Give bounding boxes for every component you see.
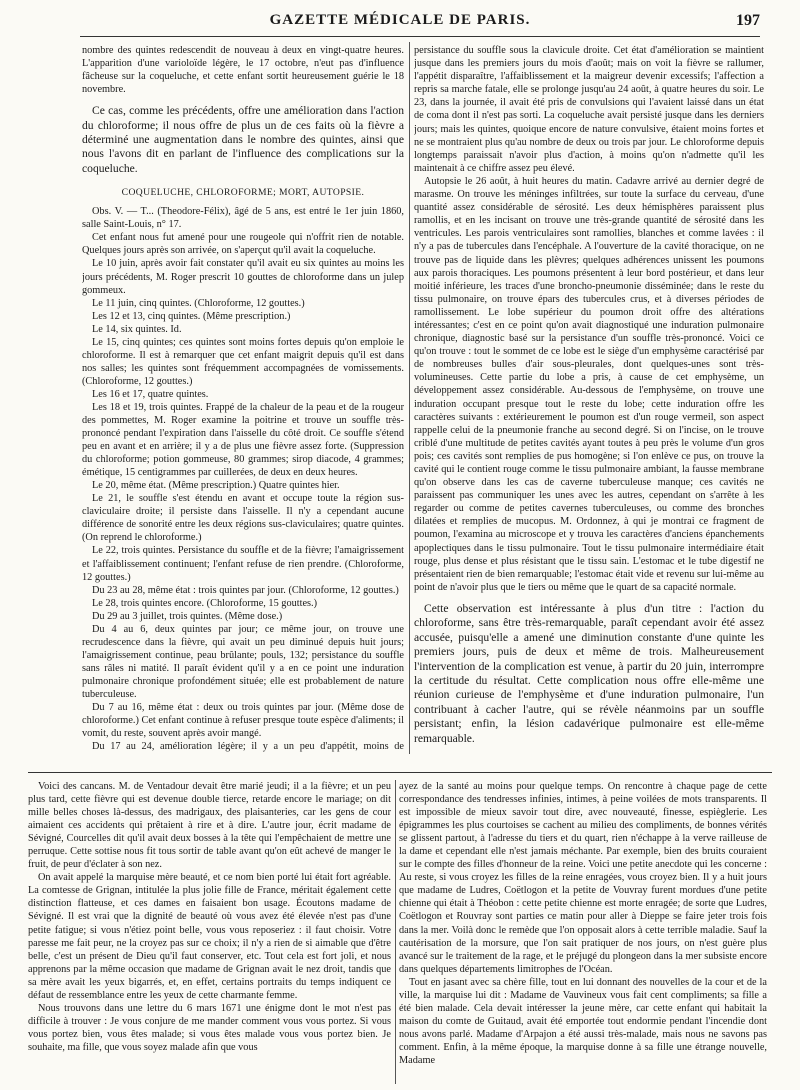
paragraph: Du 29 au 3 juillet, trois quintes. (Même dose.) [92, 610, 283, 622]
paragraph: Ce cas, comme les précédents, offre une amélioration dans l'action du chloroforme; il nous offre de plus un de ces faits où la fièvre a déterminé une augmentation dans le nombre des quintes, ainsi que nous l'avons dit en parlant de l'influence des complications sur la coqueluche. [82, 104, 404, 175]
page-number: 197 [736, 12, 760, 29]
paragraph: Le 20, même état. (Même prescription.) Quatre quintes hier. [92, 480, 340, 492]
paragraph: On avait appelé la marquise mère beauté, et ce nom bien porté lui était fort agréable. La comtesse de Grignan, intitulée la plus jolie fille de France, méritait également cette distinction flatteuse, et ces dames en faisaient bon usage. Écoutons madame de Sévigné. Il est vrai que la dignité de beauté où vous avez été élevée n'est pas d'une petite fatigue; si vous n'étiez point belle, vous vous reposeriez : il faut choisir. Votre paresse me fait peur, ne la croyez pas sur ce choix; il n'y a rien de si aimable que d'être belle, c'est un présent de Dieu qu'il faut conserver, etc. Tout cela est fort joli, et nous apprenons par la même occasion que madame de Grignan avait le nez droit, tandis que sa mère avait les yeux bigarrés, et, en effet, certains portraits du temps indiquent ce défaut de ressemblance entre les yeux de cette charmante femme. [28, 872, 391, 1001]
paragraph: Le 22, trois quintes. Persistance du souffle et de la fièvre; l'amaigrissement et l'affaiblissement continuent; l'enfant refuse de rien prendre. (Chloroforme, 12 gouttes.) [82, 545, 404, 583]
paragraph: Du 17 au 24, amélioration légère; il y a un peu d'appétit, moins de [92, 741, 404, 752]
paragraph: ayez de la santé au moins pour quelque temps. On rencontre à chaque page de cette correspondance des tendresses infinies, intimes, à peine voilées de mots transparents. Il est impossible de mieux savoir tout dire, avec nouveauté, finesse, espièglerie. Les épigrammes les plus courtoises se cachent au milieu des compliments, de bonnes vérités se glissent partout, à l'adresse du tiers et du quart, rien n'échappe à la verve railleuse de la dame et cependant elle n'est jamais méchante. Par exemple, bien des bruits couraient sur le compte des filles d'honneur de la reine. Voici une petite anecdote qui les concerne : Au reste, si vous croyez les filles de la reine enragées, vous croyez bien. Il y a huit jours que madame de Ludres, Coëtlogon et la petite de Vouvray furent mordues d'une petite chienne qui était à Théobon : cette petite chienne est morte enragée; de sorte que Ludres, Coëtlogon et Rouvray sont parties ce matin pour aller à Dieppe se faire jeter trois fois dans la mer. Voilà donc le remède que l'on opposait alors à cette terrible maladie. Sauf la cautérisation de la morsure, que l'on sait pratiquer de nos jours, on n'est guère plus avancé sur le traitement de la rage, et le préjugé du plongeon dans la mer subsiste encore dans quelques départements limitrophes de l'Océan. [399, 781, 767, 975]
paragraph: Cette observation est intéressante à plus d'un titre : l'action du chloroforme, sans être très-remarquable, paraît cependant avoir été assez accusée, puisqu'elle a amené une diminution constante d'une quinte les premiers jours, puis de deux et même de trois. Malheureusement l'intervention de la complication est venue, à partir du 20 juin, interrompre la certitude du résultat. Cette complication nous offre elle-même une réunion curieuse de l'emphysème et d'une induration pulmonaire, l'un contribuant à cacher l'autre, qui se révèle néanmoins par un souffle persistant; enfin, la lésion cadavérique pulmonaire est elle-même remarquable. [414, 601, 764, 745]
paragraph: Du 7 au 16, même état : deux ou trois quintes par jour. (Même dose de chloroforme.) Cet enfant continue à refuser presque toute espèce d'aliments; il vomit, du reste, souvent après avoir mangé. [82, 702, 404, 740]
column-right [414, 44, 764, 752]
feuilleton-column-right [399, 780, 767, 1084]
feuilleton-column-left [28, 780, 391, 1084]
paragraph: Autopsie le 26 août, à huit heures du matin. Cadavre arrivé au dernier degré de marasme. On trouve les méninges infiltrées, sur toute la surface du cerveau, d'une quantité assez considérable de sérosité. Les deux hémisphères paraissent plus ramollis, et en les incisant on trouve une très-grande quantité de sérosité dans les ventricules. Les parois ventriculaires sont ramollies, blanches et comme lavées : il n'y a pas de tubercules dans l'encéphale. A l'ouverture de la cavité thoracique, on ne trouve pas de liquide dans les plèvres; quelques adhérences unissent les poumons aux parois thoraciques. Les poumons présentent à leur bord postérieur, et dans leur moitié inférieure, les traces d'une broncho-pneumonie disséminée; dans le reste du tissu pulmonaire, on trouve épars des tubercules crus, et à diverses périodes de ramollissement. Le lobe supérieur du poumon droit offre des altérations intéressantes; c'est en ce point qu'on avait diagnostiqué une induration pulmonaire chronique, diagnostic basé sur la persistance d'un souffle très-prononcé. Voici ce qu'on trouve : tout le sommet de ce lobe est le siège d'un emphysème caractérisé par de nombreuses bulles d'air sous-pleurales, dont quelques-unes sont très-volumineuses. Cette partie du lobe a pris, à cause de cet emphysème, un développement assez considérable. Au-dessous de l'emphysème, on trouve une induration occupant presque tout le reste du lobe; cette induration offre les caractères suivants : extérieurement le poumon est d'un rouge vermeil, son aspect rappelle celui de la pneumonie franche au second degré. Si on l'incise, on le trouve criblé d'une multitude de petites cavités ayant toutes à peu près le volume d'un gros pois; ces cavités sont remplies de pus homogène; si l'on enlève ce pus, on trouve la cavité qui le contient rouge comme le tissu pulmonaire ambiant, la fausse membrane qu'on observe dans les cas de caverne tuberculeuse manque; ces cavités ne paraissent pas communiquer les unes avec les autres, cependant on s'arrête à les regarder ou comme de petites cavernes tuberculeuses, ou comme des bronches dilatées et remplies de mucopus. M. Ordonnez, à qui je montrai ce fragment de poumon, l'examina au microscope et y trouva les caractères d'anciens épanchements apoplectiques dans le tissu pulmonaire. Tout le tissu pulmonaire intermédiaire était rouge, plus dense et plus résistant que le tissu sain. L'estomac et le tube digestif ne présentaient rien de bien remarquable; l'estomac était vide et revenu sur lui-même au point de n'avoir plus que le tiers ou même que le quart de sa capacité normale. [414, 175, 764, 593]
paragraph: Cet enfant nous fut amené pour une rougeole qui n'offrit rien de notable. Quelques jours après son arrivée, on s'aperçut qu'il avait la coqueluche. [82, 232, 404, 257]
paragraph: persistance du souffle sous la clavicule droite. Cet état d'amélioration se maintient jusque dans les premiers jours du mois d'août; mais on voit la fièvre se rallumer, l'appétit disparaître, l'affaiblissement et la maigreur devenir excessifs; l'affection a repris sa marche fatale, elle se prolonge jusqu'au 24 août, à quatre heures du soir. Le 23, dans la journée, il avait été pris de convulsions qui l'avaient laissé dans un état de coma dont il n'est pas sorti. La coqueluche avait persisté jusque dans les derniers jours; mais les quintes, quoique encore de nature convulsive, étaient moins fortes et ne se montraient plus qu'au nombre de deux ou trois par jour. Le chloroforme depuis longtemps paraissait n'avoir plus d'action, à moins qu'on n'admette qu'il les maintenait à ce chiffre assez peu élevé. [414, 45, 764, 174]
paragraph: Les 12 et 13, cinq quintes. (Même prescription.) [92, 310, 291, 322]
paragraph: Obs. V. — T... (Theodore-Félix), âgé de 5 ans, est entré le 1er juin 1860, salle Saint-Louis, n° 17. [82, 206, 404, 231]
paragraph: Voici des cancans. M. de Ventadour devait être marié jeudi; il a la fièvre; et un peu plus tard, cette fièvre qui est devenue double tierce, retarde encore le mariage; on dit mille belles choses là-dessus, des madrigaux, des plaisanteries, car les gens de cour aimaient ces accidents qui prêtaient à rire et à dire. L'autre jour, écrit madame de Sévigné, Courcelles dit qu'il avait deux bosses à la tête qui l'empêchaient de mettre une perruque. Cette sottise nous fit tous sortir de table avant qu'on eût achevé de manger le fruit, de peur d'éclater à son nez. [28, 781, 391, 871]
paragraph: Nous trouvons dans une lettre du 6 mars 1671 une énigme dont le mot n'est pas difficile à trouver : Je vous conjure de me mander comment vous vous portez. Si vous vous portez bien, vous êtes malade; si vous êtes malade vous vous portez bien. Je souhaite, ma fille, que vous soyez malade afin que vous [28, 1002, 391, 1053]
column-left [82, 44, 404, 752]
paragraph: Tout en jasant avec sa chère fille, tout en lui donnant des nouvelles de la cour et de la ville, la marquise lui dit : Madame de Vauvineux vous fait cent compliments; sa fille a été bien malade. Cela devait intéresser la jeune mère, car cette enfant qui habitait la maison du comte de Guitaud, avait été emportée tout endormie pendant l'incendie dont nous avons parlé. Madame d'Arpajon a été aussi très-malade, mais nous ne savons pas comment. Enfin, à la même époque, la marquise donne à sa fille une étrange nouvelle, Madame [399, 976, 767, 1066]
paragraph: Le 28, trois quintes encore. (Chloroforme, 15 gouttes.) [92, 597, 318, 609]
paragraph: Les 16 et 17, quatre quintes. [92, 388, 209, 400]
paragraph: Le 14, six quintes. Id. [92, 323, 182, 335]
running-head [28, 12, 772, 36]
paragraph: Le 11 juin, cinq quintes. (Chloroforme, 12 gouttes.) [92, 297, 305, 309]
section-heading: COQUELUCHE, CHLOROFORME; MORT, AUTOPSIE. [121, 187, 365, 199]
paragraph: Les 18 et 19, trois quintes. Frappé de la chaleur de la peau et de la rougeur des pommettes, M. Roger examine la poitrine et trouve un souffle très-prononcé pendant l'expiration dans l'aisselle du côté droit. Ce souffle s'étend peu en avant et en arrière; il y a de plus une fièvre assez forte. (Suppression du chloroforme; potion gommeuse, 80 grammes; sirop diacode, 4 grammes; émétique, 15 centigrammes par cuillerées, de deux en deux heures. [82, 401, 404, 479]
paragraph: Le 21, le souffle s'est étendu en avant et occupe toute la région sus-claviculaire droite; il persiste dans l'aisselle. Il n'y a cependant aucune différence de sonorité entre les deux régions sus-claviculaires; quatre quintes. (On reprend le chloroforme.) [82, 493, 404, 544]
paragraph: Du 23 au 28, même état : trois quintes par jour. (Chloroforme, 12 gouttes.) [92, 584, 399, 596]
feuilleton-rule [28, 772, 772, 773]
journal-title: GAZETTE MÉDICALE DE PARIS. [269, 12, 531, 28]
paragraph: Du 4 au 6, deux quintes par jour; ce même jour, on trouve une recrudescence dans la fièvre, qui avait un peu diminué depuis huit jours; l'amaigrissement continue, peau brûlante; pouls, 132; persistance du souffle sans râles ni matité. Il paraît évident qu'il y a en ce point une induration pulmonaire chronique profondément située; elle est probablement de nature tuberculeuse. [82, 623, 404, 700]
paragraph: nombre des quintes redescendit de nouveau à deux en vingt-quatre heures. L'apparition d'une varioloïde légère, le 17 octobre, n'eut pas d'influence fâcheuse sur la coqueluche, et cette enfant sortit heureusement guérie le 18 novembre. [82, 45, 404, 96]
paragraph: Le 15, cinq quintes; ces quintes sont moins fortes depuis qu'on emploie le chloroforme. Il est à remarquer que cet enfant maigrit depuis qu'il est dans nos salles; les quintes sont fréquemment accompagnées de vomissements. (Chloroforme, 12 gouttes.) [82, 336, 404, 387]
column-divider [409, 42, 410, 754]
paragraph: Le 10 juin, après avoir fait constater qu'il avait eu six quintes au moins les jours précédents, M. Roger prescrit 10 gouttes de chloroforme dans un julep gommeux. [82, 258, 404, 296]
column-divider [395, 780, 396, 1084]
header-rule [80, 36, 760, 37]
